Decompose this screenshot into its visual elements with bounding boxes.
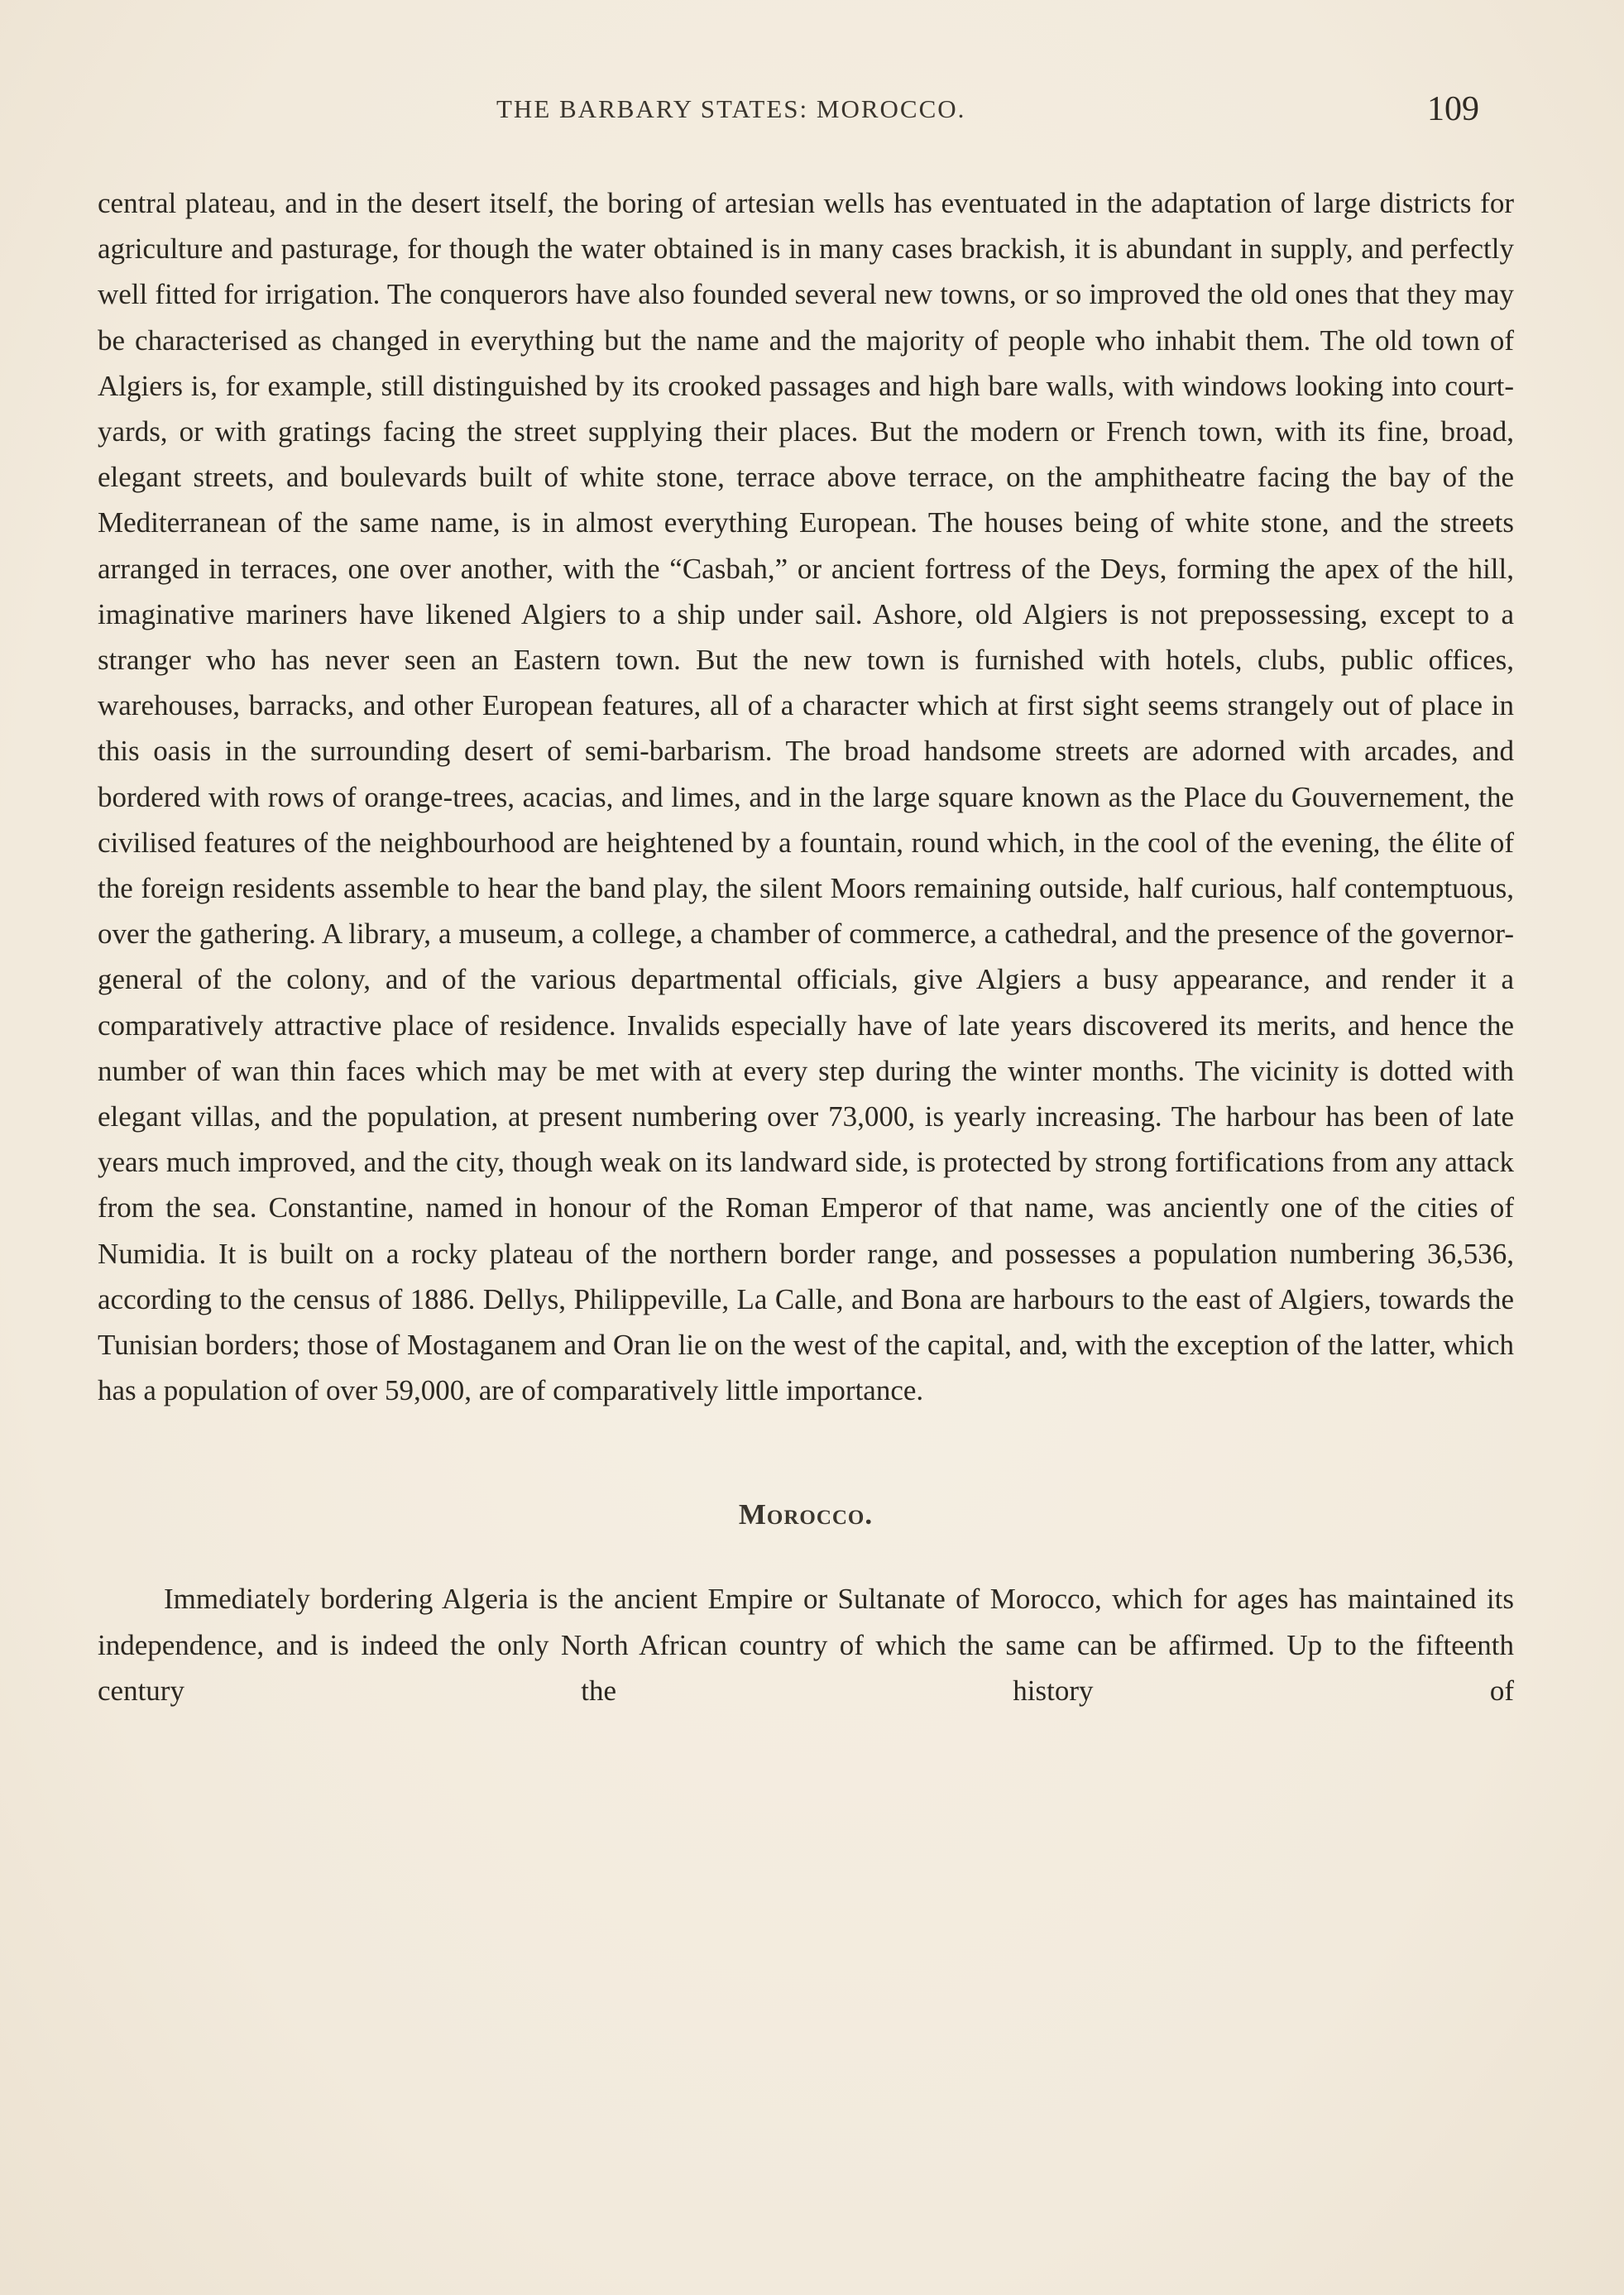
page-number: 109 <box>1427 90 1479 128</box>
text-block <box>98 180 1514 1713</box>
page-header <box>0 89 1624 139</box>
paragraph-algeria-continued: central plateau, and in the desert itself, the boring of artesian wells has eventuated in the adaptation of large districts for agriculture and pasturage, for though the water obtained is in many cases brackish, it is abundant in supply, and perfectly well fitted for irrigation. The conquerors have also founded several new towns, or so improved the old ones that they may be characterised as changed in everything but the name and the majority of people who inhabit them. The old town of Algiers is, for example, still distinguished by its crooked passages and high bare walls, with windows looking into court-yards, or with gratings facing the street supplying their places. But the modern or French town, with its fine, broad, elegant streets, and boulevards built of white stone, terrace above terrace, on the amphitheatre facing the bay of the Mediterranean of the same name, is in almost everything European. The houses being of white stone, and the streets arranged in terraces, one over another, with the “Casbah,” or ancient fortress of the Deys, forming the apex of the hill, imaginative mariners have likened Algiers to a ship under sail. Ashore, old Algiers is not prepossessing, except to a stranger who has never seen an Eastern town. But the new town is furnished with hotels, clubs, public offices, warehouses, barracks, and other European features, all of a character which at first sight seems strangely out of place in this oasis in the surrounding desert of semi-barbarism. The broad handsome streets are adorned with arcades, and bordered with rows of orange-trees, acacias, and limes, and in the large square known as the Place du Gouvernement, the civilised features of the neighbourhood are heightened by a fountain, round which, in the cool of the evening, the élite of the foreign residents assemble to hear the band play, the silent Moors remaining outside, half curious, half contemptuous, over the gathering. A library, a museum, a college, a chamber of commerce, a cathedral, and the presence of the governor-general of the colony, and of the various departmental officials, give Algiers a busy appearance, and render it a comparatively attractive place of residence. Invalids especially have of late years discovered its merits, and hence the number of wan thin faces which may be met with at every step during the winter months. The vicinity is dotted with elegant villas, and the population, at present numbering over 73,000, is yearly increasing. The harbour has been of late years much improved, and the city, though weak on its landward side, is protected by strong fortifications from any attack from the sea. Constantine, named in honour of the Roman Emperor of that name, was anciently one of the cities of Numidia. It is built on a rocky plateau of the northern border range, and possesses a population numbering 36,536, according to the census of 1886. Dellys, Philippeville, La Calle, and Bona are harbours to the east of Algiers, towards the Tunisian borders; those of Mostaganem and Oran lie on the west of the capital, and, with the exception of the latter, which has a population of over 59,000, are of comparatively little importance. <box>98 187 1514 1407</box>
paragraph-morocco-intro: Immediately bordering Algeria is the ancient Empire or Sultanate of Morocco, which for ages has maintained its independence, and is indeed the only North African country of which the same can be affirmed. Up to the fifteenth century the history of <box>98 1583 1514 1707</box>
section-heading-morocco: Morocco. <box>738 1498 874 1531</box>
running-title: THE BARBARY STATES: MOROCCO. <box>496 94 966 123</box>
